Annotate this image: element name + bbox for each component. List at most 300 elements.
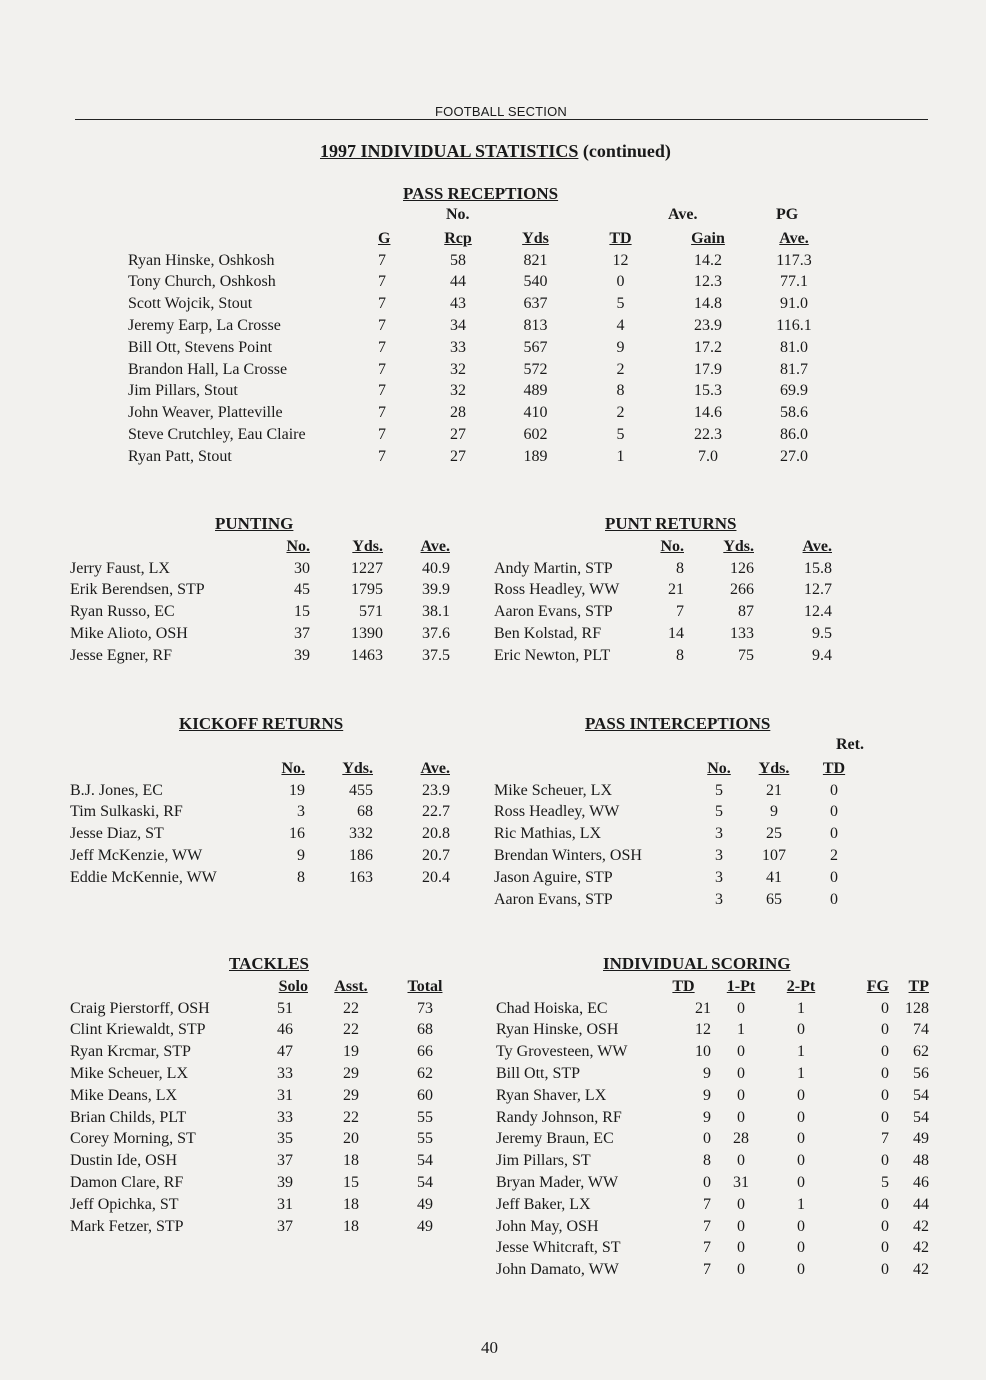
stat-yds: 821 bbox=[523, 251, 548, 269]
stat-yds: 1227 bbox=[351, 559, 383, 577]
player-name: Ross Headley, WW bbox=[494, 803, 620, 821]
player-name: Craig Pierstorff, OSH bbox=[70, 999, 210, 1017]
stat-td: 0 bbox=[830, 825, 838, 843]
section-label: FOOTBALL SECTION bbox=[435, 104, 568, 119]
player-name: Jeremy Earp, La Crosse bbox=[128, 317, 281, 335]
player-name: Ryan Hinske, Oshkosh bbox=[128, 251, 275, 269]
stat-fg: 0 bbox=[881, 1195, 889, 1213]
table-row bbox=[128, 402, 840, 424]
stat-td: 9 bbox=[703, 1065, 711, 1083]
stat-solo: 39 bbox=[277, 1174, 293, 1192]
table-row bbox=[494, 845, 864, 867]
stat-fg: 0 bbox=[881, 1086, 889, 1104]
kickoff-returns-rows bbox=[70, 780, 450, 889]
col-no: No. bbox=[286, 537, 310, 555]
stat-yds: 1463 bbox=[351, 646, 383, 664]
stat-tp: 42 bbox=[913, 1239, 929, 1257]
stat-td: 0 bbox=[616, 273, 625, 291]
pass-interceptions-header-row bbox=[494, 758, 864, 780]
stat-solo: 51 bbox=[277, 999, 293, 1017]
kickoff-returns-heading: KICKOFF RETURNS bbox=[179, 714, 344, 733]
stat-pt1: 28 bbox=[733, 1130, 749, 1148]
stat-yds: 126 bbox=[730, 559, 754, 577]
col-no: No. bbox=[660, 537, 684, 555]
player-name: Jeff McKenzie, WW bbox=[70, 847, 203, 865]
stat-yds: 186 bbox=[349, 847, 373, 865]
stat-td: 12 bbox=[612, 251, 629, 269]
player-name: John Weaver, Platteville bbox=[128, 404, 283, 422]
pass-receptions-rows bbox=[128, 250, 840, 468]
stat-total: 62 bbox=[417, 1065, 433, 1083]
table-row bbox=[70, 558, 450, 580]
col-1pt: 1-Pt bbox=[726, 977, 756, 995]
stat-fg: 0 bbox=[881, 1239, 889, 1257]
stat-yds: 572 bbox=[523, 360, 548, 378]
stat-td: 0 bbox=[830, 803, 838, 821]
stat-ave: 9.5 bbox=[812, 625, 832, 643]
stat-pg: 58.6 bbox=[780, 404, 808, 422]
table-row bbox=[70, 601, 450, 623]
stat-no: 8 bbox=[297, 868, 305, 886]
stat-td: 4 bbox=[616, 317, 625, 335]
table-row bbox=[70, 1172, 456, 1194]
stat-asst: 22 bbox=[343, 999, 359, 1017]
page-title-main: 1997 INDIVIDUAL STATISTICS bbox=[320, 141, 579, 161]
stat-asst: 18 bbox=[343, 1195, 359, 1213]
stat-pt2: 0 bbox=[797, 1217, 805, 1235]
stat-no: 15 bbox=[294, 603, 310, 621]
col-no: No. bbox=[707, 759, 731, 777]
table-row bbox=[494, 867, 864, 889]
table-row bbox=[494, 580, 832, 602]
page-title-suffix: (continued) bbox=[582, 141, 671, 161]
stat-yds: 332 bbox=[349, 825, 373, 843]
stat-rcp: 27 bbox=[450, 447, 466, 465]
stat-no: 5 bbox=[715, 803, 723, 821]
stat-yds: 455 bbox=[349, 781, 373, 799]
table-row bbox=[494, 802, 864, 824]
table-row bbox=[128, 272, 840, 294]
stat-rcp: 33 bbox=[450, 338, 466, 356]
stat-fg: 5 bbox=[881, 1174, 889, 1192]
stat-yds: 813 bbox=[523, 317, 548, 335]
stat-td: 2 bbox=[616, 360, 625, 378]
stat-pt1: 0 bbox=[737, 1043, 745, 1061]
stat-yds: 410 bbox=[523, 404, 548, 422]
stat-gain: 7.0 bbox=[698, 447, 718, 465]
stat-pt2: 0 bbox=[797, 1021, 805, 1039]
stat-total: 54 bbox=[417, 1174, 433, 1192]
punt-returns-rows bbox=[494, 558, 832, 667]
player-name: Jesse Egner, RF bbox=[70, 646, 173, 664]
table-row bbox=[70, 1041, 456, 1063]
stat-no: 7 bbox=[676, 603, 684, 621]
player-name: Jim Pillars, Stout bbox=[128, 382, 238, 400]
stat-rcp: 28 bbox=[450, 404, 466, 422]
stat-td: 1 bbox=[616, 447, 625, 465]
stat-no: 5 bbox=[715, 781, 723, 799]
stat-solo: 46 bbox=[277, 1021, 293, 1039]
stat-fg: 0 bbox=[881, 999, 889, 1017]
table-row bbox=[494, 780, 864, 802]
col-tp: TP bbox=[908, 977, 929, 995]
individual-scoring-header-row bbox=[496, 976, 929, 998]
stat-td: 7 bbox=[703, 1217, 711, 1235]
stat-no: 21 bbox=[668, 581, 684, 599]
stat-yds: 133 bbox=[730, 625, 754, 643]
player-name: Scott Wojcik, Stout bbox=[128, 295, 253, 313]
stat-rcp: 27 bbox=[450, 426, 466, 444]
page-title bbox=[320, 141, 671, 162]
stat-tp: 62 bbox=[913, 1043, 929, 1061]
player-name: Steve Crutchley, Eau Claire bbox=[128, 426, 306, 444]
table-row bbox=[494, 645, 832, 667]
stat-td: 5 bbox=[616, 426, 625, 444]
stat-fg: 0 bbox=[881, 1108, 889, 1126]
stat-td: 0 bbox=[830, 781, 838, 799]
stat-solo: 37 bbox=[277, 1152, 293, 1170]
tackles-rows bbox=[70, 998, 456, 1238]
stat-ave: 20.7 bbox=[422, 847, 450, 865]
player-name: John Damato, WW bbox=[496, 1261, 619, 1279]
punt-returns-heading: PUNT RETURNS bbox=[605, 514, 737, 533]
table-row bbox=[496, 1041, 929, 1063]
stat-total: 66 bbox=[417, 1043, 433, 1061]
stat-rcp: 32 bbox=[450, 360, 466, 378]
stat-yds: 107 bbox=[762, 847, 786, 865]
player-name: Jesse Diaz, ST bbox=[70, 825, 164, 843]
stat-pt1: 0 bbox=[737, 1086, 745, 1104]
table-row bbox=[70, 1020, 456, 1042]
stat-total: 49 bbox=[417, 1195, 433, 1213]
stat-ave: 20.4 bbox=[422, 868, 450, 886]
col-yds: Yds bbox=[522, 229, 549, 247]
stat-tp: 42 bbox=[913, 1217, 929, 1235]
stat-td: 9 bbox=[616, 338, 625, 356]
table-row bbox=[496, 998, 929, 1020]
stat-no: 30 bbox=[294, 559, 310, 577]
stat-ave: 12.4 bbox=[804, 603, 832, 621]
stat-total: 60 bbox=[417, 1086, 433, 1104]
stat-pt1: 1 bbox=[737, 1021, 745, 1039]
player-name: Jesse Whitcraft, ST bbox=[496, 1239, 621, 1257]
table-row bbox=[128, 315, 840, 337]
stat-no: 45 bbox=[294, 581, 310, 599]
table-row bbox=[70, 623, 450, 645]
stat-no: 3 bbox=[297, 803, 305, 821]
individual-scoring-heading: INDIVIDUAL SCORING bbox=[603, 954, 791, 973]
stat-td: 2 bbox=[830, 847, 838, 865]
player-name: Damon Clare, RF bbox=[70, 1174, 184, 1192]
table-row bbox=[494, 623, 832, 645]
stat-yds: 266 bbox=[730, 581, 754, 599]
kickoff-returns-header-row bbox=[70, 758, 450, 780]
stat-pt2: 1 bbox=[797, 999, 805, 1017]
stat-pt2: 0 bbox=[797, 1152, 805, 1170]
stat-td: 0 bbox=[703, 1174, 711, 1192]
stat-td: 8 bbox=[703, 1152, 711, 1170]
stat-asst: 20 bbox=[343, 1130, 359, 1148]
player-name: Ryan Krcmar, STP bbox=[70, 1043, 191, 1061]
stat-yds: 9 bbox=[770, 803, 778, 821]
player-name: Jeff Opichka, ST bbox=[70, 1195, 179, 1213]
stat-ave: 20.8 bbox=[422, 825, 450, 843]
stat-yds: 637 bbox=[523, 295, 548, 313]
stat-gain: 12.3 bbox=[694, 273, 722, 291]
col-td: TD bbox=[822, 759, 846, 777]
player-name: Brandon Hall, La Crosse bbox=[128, 360, 288, 378]
stat-pt2: 1 bbox=[797, 1065, 805, 1083]
stat-g: 7 bbox=[378, 338, 386, 356]
pass-receptions-heading: PASS RECEPTIONS bbox=[403, 184, 559, 203]
table-row bbox=[70, 1085, 456, 1107]
col-rcp: Rcp bbox=[444, 229, 472, 247]
stat-ave: 38.1 bbox=[422, 603, 450, 621]
stat-no: 9 bbox=[297, 847, 305, 865]
table-row bbox=[494, 601, 832, 623]
punt-returns-header-row bbox=[494, 536, 832, 558]
stat-fg: 7 bbox=[881, 1130, 889, 1148]
table-row bbox=[496, 1129, 929, 1151]
player-name: Erik Berendsen, STP bbox=[70, 581, 205, 599]
stat-rcp: 58 bbox=[450, 251, 466, 269]
table-row bbox=[70, 823, 450, 845]
stat-asst: 22 bbox=[343, 1108, 359, 1126]
pass-interceptions-col-ret-top: Ret. bbox=[836, 736, 864, 753]
stat-gain: 14.6 bbox=[694, 404, 722, 422]
pass-receptions-header-row bbox=[128, 228, 840, 250]
stat-pt2: 0 bbox=[797, 1086, 805, 1104]
stat-total: 54 bbox=[417, 1152, 433, 1170]
stat-g: 7 bbox=[378, 317, 386, 335]
stat-rcp: 32 bbox=[450, 382, 466, 400]
stat-pt1: 0 bbox=[737, 1195, 745, 1213]
stat-pg: 81.7 bbox=[780, 360, 808, 378]
stat-asst: 18 bbox=[343, 1217, 359, 1235]
stat-ave: 9.4 bbox=[812, 646, 832, 664]
stat-solo: 33 bbox=[277, 1065, 293, 1083]
player-name: Bill Ott, Stevens Point bbox=[128, 338, 273, 356]
stat-pt1: 0 bbox=[737, 1108, 745, 1126]
stat-pt2: 1 bbox=[797, 1043, 805, 1061]
player-name: Bryan Mader, WW bbox=[496, 1174, 619, 1192]
pass-receptions-col-rcp-top: No. bbox=[446, 206, 470, 223]
stat-asst: 18 bbox=[343, 1152, 359, 1170]
player-name: Jason Aguire, STP bbox=[494, 868, 613, 886]
individual-scoring-table bbox=[496, 976, 929, 1281]
punting-heading: PUNTING bbox=[215, 514, 294, 533]
tackles-table bbox=[70, 976, 456, 1238]
stat-pg: 27.0 bbox=[780, 447, 808, 465]
stat-yds: 189 bbox=[523, 447, 548, 465]
stat-td: 12 bbox=[695, 1021, 711, 1039]
pass-interceptions-heading: PASS INTERCEPTIONS bbox=[585, 714, 771, 733]
stat-gain: 22.3 bbox=[694, 426, 722, 444]
player-name: Jim Pillars, ST bbox=[496, 1152, 591, 1170]
player-name: Aaron Evans, STP bbox=[494, 890, 613, 908]
player-name: Dustin Ide, OSH bbox=[70, 1152, 178, 1170]
punting-header-row bbox=[70, 536, 450, 558]
table-row bbox=[128, 250, 840, 272]
stat-no: 37 bbox=[294, 625, 310, 643]
stat-pg: 69.9 bbox=[780, 382, 808, 400]
kickoff-returns-table bbox=[70, 758, 450, 889]
player-name: Randy Johnson, RF bbox=[496, 1108, 622, 1126]
table-row bbox=[496, 1172, 929, 1194]
player-name: Jeremy Braun, EC bbox=[496, 1130, 614, 1148]
player-name: Ryan Shaver, LX bbox=[496, 1086, 607, 1104]
stat-tp: 46 bbox=[913, 1174, 929, 1192]
player-name: John May, OSH bbox=[496, 1217, 599, 1235]
pass-receptions-col-pg-top: PG bbox=[776, 206, 799, 223]
header-rule bbox=[75, 119, 928, 120]
player-name: Eddie McKennie, WW bbox=[70, 868, 217, 886]
col-no: No. bbox=[281, 759, 305, 777]
stat-td: 2 bbox=[616, 404, 625, 422]
table-row bbox=[70, 645, 450, 667]
stat-tp: 56 bbox=[913, 1065, 929, 1083]
col-yds: Yds. bbox=[352, 537, 383, 555]
punt-returns-table bbox=[494, 536, 832, 667]
stat-td: 10 bbox=[695, 1043, 711, 1061]
stat-solo: 47 bbox=[277, 1043, 293, 1061]
table-row bbox=[70, 1063, 456, 1085]
stat-gain: 14.2 bbox=[694, 251, 722, 269]
stat-tp: 44 bbox=[913, 1195, 929, 1213]
stat-pt1: 0 bbox=[737, 1152, 745, 1170]
stat-td: 9 bbox=[703, 1086, 711, 1104]
stat-yds: 571 bbox=[359, 603, 383, 621]
stat-pt1: 0 bbox=[737, 1239, 745, 1257]
player-name: Ty Grovesteen, WW bbox=[496, 1043, 628, 1061]
stat-yds: 1390 bbox=[351, 625, 383, 643]
stat-total: 55 bbox=[417, 1108, 433, 1126]
pass-interceptions-table bbox=[494, 758, 864, 911]
table-row bbox=[496, 1194, 929, 1216]
stat-rcp: 44 bbox=[450, 273, 466, 291]
player-name: Eric Newton, PLT bbox=[494, 646, 611, 664]
stat-no: 3 bbox=[715, 868, 723, 886]
stat-pt1: 0 bbox=[737, 1261, 745, 1279]
stat-td: 0 bbox=[830, 868, 838, 886]
stat-gain: 17.2 bbox=[694, 338, 722, 356]
stat-g: 7 bbox=[378, 382, 386, 400]
stat-fg: 0 bbox=[881, 1043, 889, 1061]
table-row bbox=[494, 823, 864, 845]
stat-ave: 37.5 bbox=[422, 646, 450, 664]
player-name: Clint Kriewaldt, STP bbox=[70, 1021, 206, 1039]
punting-table bbox=[70, 536, 450, 667]
stat-no: 8 bbox=[676, 559, 684, 577]
stat-td: 0 bbox=[830, 890, 838, 908]
col-yds: Yds. bbox=[723, 537, 754, 555]
stat-pt1: 31 bbox=[733, 1174, 749, 1192]
stat-tp: 54 bbox=[913, 1086, 929, 1104]
stat-yds: 489 bbox=[523, 382, 548, 400]
player-name: Jerry Faust, LX bbox=[70, 559, 170, 577]
player-name: Ben Kolstad, RF bbox=[494, 625, 602, 643]
player-name: Ryan Russo, EC bbox=[70, 603, 175, 621]
stat-fg: 0 bbox=[881, 1021, 889, 1039]
stat-td: 8 bbox=[616, 382, 625, 400]
table-row bbox=[70, 1194, 456, 1216]
stat-tp: 54 bbox=[913, 1108, 929, 1126]
stat-pt2: 1 bbox=[797, 1195, 805, 1213]
stat-ave: 40.9 bbox=[422, 559, 450, 577]
col-pg-ave: Ave. bbox=[779, 229, 809, 247]
stat-yds: 1795 bbox=[351, 581, 383, 599]
stat-tp: 49 bbox=[913, 1130, 929, 1148]
stat-total: 55 bbox=[417, 1130, 433, 1148]
stat-fg: 0 bbox=[881, 1261, 889, 1279]
player-name: Mark Fetzer, STP bbox=[70, 1217, 184, 1235]
player-name: Andy Martin, STP bbox=[494, 559, 613, 577]
stat-td: 9 bbox=[703, 1108, 711, 1126]
col-fg: FG bbox=[866, 977, 889, 995]
player-name: B.J. Jones, EC bbox=[70, 781, 163, 799]
player-name: Ric Mathias, LX bbox=[494, 825, 602, 843]
table-row bbox=[128, 359, 840, 381]
player-name: Brendan Winters, OSH bbox=[494, 847, 642, 865]
stat-g: 7 bbox=[378, 251, 386, 269]
player-name: Aaron Evans, STP bbox=[494, 603, 613, 621]
stat-rcp: 34 bbox=[450, 317, 466, 335]
stat-tp: 42 bbox=[913, 1261, 929, 1279]
stat-pg: 116.1 bbox=[776, 317, 812, 335]
stat-pg: 77.1 bbox=[780, 273, 808, 291]
table-row bbox=[70, 1107, 456, 1129]
stat-pt2: 0 bbox=[797, 1174, 805, 1192]
stat-no: 14 bbox=[668, 625, 684, 643]
table-row bbox=[70, 1216, 456, 1238]
stat-no: 3 bbox=[715, 825, 723, 843]
stat-yds: 68 bbox=[357, 803, 373, 821]
stat-yds: 75 bbox=[738, 646, 754, 664]
table-row bbox=[70, 845, 450, 867]
stat-solo: 33 bbox=[277, 1108, 293, 1126]
stat-solo: 35 bbox=[277, 1130, 293, 1148]
stat-fg: 0 bbox=[881, 1065, 889, 1083]
table-row bbox=[70, 998, 456, 1020]
col-solo: Solo bbox=[278, 977, 308, 995]
stat-tp: 74 bbox=[913, 1021, 929, 1039]
table-row bbox=[496, 1259, 929, 1281]
stat-tp: 128 bbox=[905, 999, 929, 1017]
tackles-header-row bbox=[70, 976, 456, 998]
stat-no: 3 bbox=[715, 890, 723, 908]
stat-td: 0 bbox=[703, 1130, 711, 1148]
stat-pg: 81.0 bbox=[780, 338, 808, 356]
col-ave: Ave. bbox=[420, 759, 450, 777]
table-row bbox=[496, 1216, 929, 1238]
stat-total: 49 bbox=[417, 1217, 433, 1235]
stat-pt1: 0 bbox=[737, 1217, 745, 1235]
stat-yds: 21 bbox=[766, 781, 782, 799]
stat-g: 7 bbox=[378, 426, 386, 444]
stat-td: 5 bbox=[616, 295, 625, 313]
stat-td: 21 bbox=[695, 999, 711, 1017]
stat-pt2: 0 bbox=[797, 1108, 805, 1126]
col-2pt: 2-Pt bbox=[786, 977, 816, 995]
stat-solo: 31 bbox=[277, 1195, 293, 1213]
col-yds: Yds. bbox=[758, 759, 790, 777]
stat-asst: 22 bbox=[343, 1021, 359, 1039]
stat-pt1: 0 bbox=[737, 1065, 745, 1083]
table-row bbox=[70, 1150, 456, 1172]
stat-td: 7 bbox=[703, 1195, 711, 1213]
stat-ave: 39.9 bbox=[422, 581, 450, 599]
col-total: Total bbox=[407, 977, 443, 995]
